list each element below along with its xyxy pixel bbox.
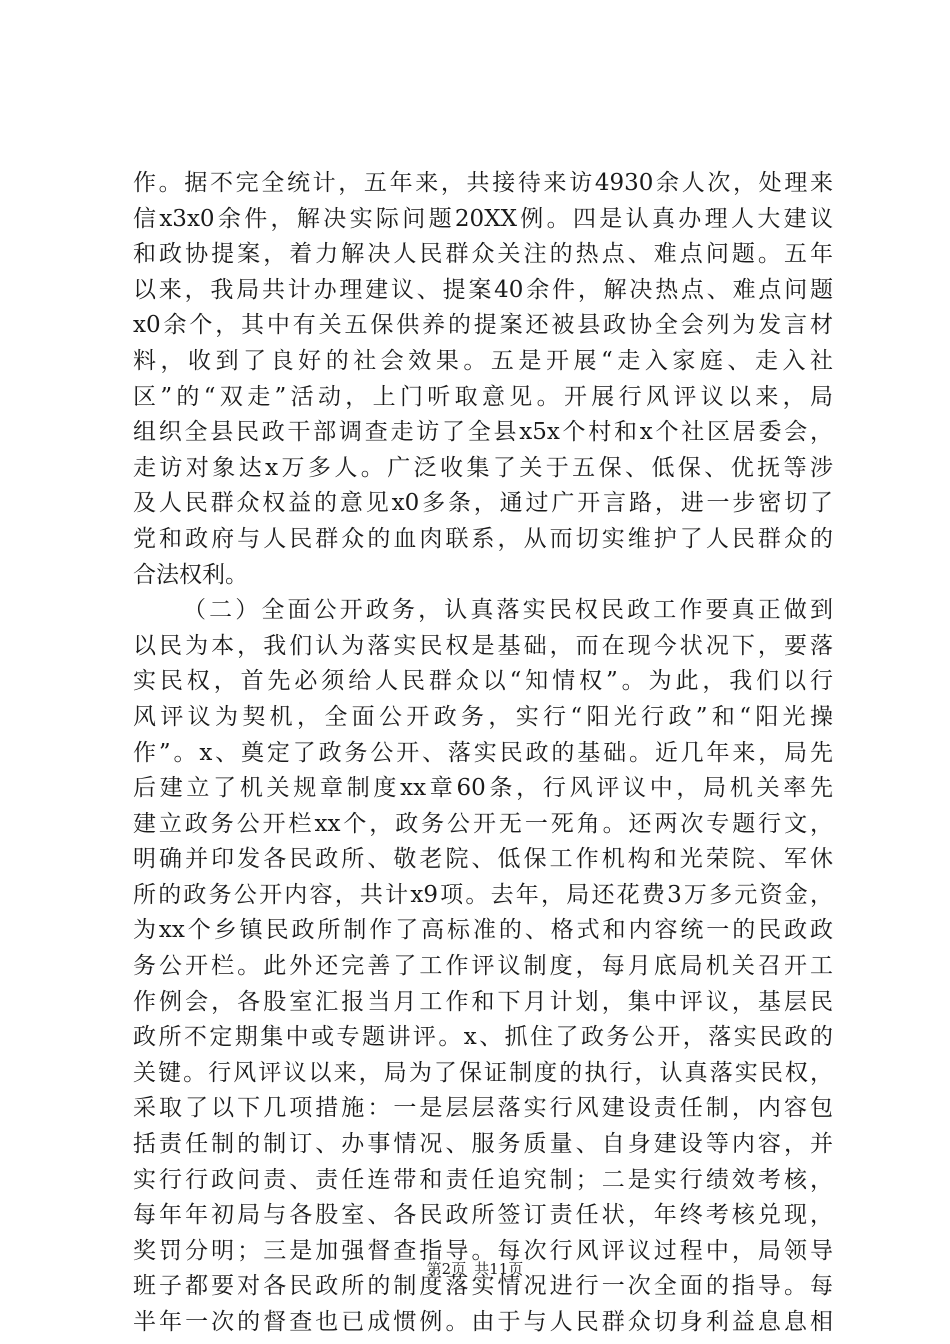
text-line: 料，收到了良好的社会效果。五是开展“走入家庭、走入社 bbox=[133, 347, 833, 374]
text-line: 实行行政问责、责任连带和责任追究制；二是实行绩效考核， bbox=[133, 1166, 833, 1193]
text-line: 括责任制的制订、办事情况、服务质量、自身建设等内容，并 bbox=[133, 1131, 833, 1158]
text-line: 建立政务公开栏xx个，政务公开无一死角。还两次专题行文， bbox=[133, 810, 833, 837]
text-line: 风评议为契机，全面公开政务，实行“阳光行政”和“阳光操 bbox=[133, 703, 833, 730]
text-line: 后建立了机关规章制度xx章60条，行风评议中，局机关率先 bbox=[133, 775, 833, 802]
text-line: 合法权利。 bbox=[133, 561, 248, 588]
text-line: 作例会，各股室汇报当月工作和下月计划，集中评议，基层民 bbox=[133, 988, 833, 1015]
text-line: 和政协提案，着力解决人民群众关注的热点、难点问题。五年 bbox=[133, 241, 833, 268]
text-line: 区”的“双走”活动，上门听取意见。开展行风评议以来，局 bbox=[133, 383, 833, 410]
text-line: 明确并印发各民政所、敬老院、低保工作机构和光荣院、军休 bbox=[133, 846, 833, 873]
text-line: 作。据不完全统计，五年来，共接待来访4930余人次，处理来 bbox=[133, 170, 833, 196]
text-line: 班子都要对各民政所的制度落实情况进行一次全面的指导。每 bbox=[133, 1273, 833, 1300]
text-line: 为xx个乡镇民政所制作了高标准的、格式和内容统一的民政政 bbox=[133, 917, 833, 944]
text-line: 采取了以下几项措施：一是层层落实行风建设责任制，内容包 bbox=[133, 1095, 833, 1122]
page-number: 第2页 bbox=[426, 1260, 467, 1278]
paragraph-2 bbox=[133, 593, 833, 1340]
text-line: 以来，我局共计办理建议、提案40余件，解决热点、难点问题 bbox=[133, 276, 833, 303]
text-line: 政所不定期集中或专题讲评。x、抓住了政务公开，落实民政的 bbox=[133, 1024, 833, 1051]
text-line: 组织全县民政干部调查走访了全县x5x个村和x个社区居委会， bbox=[133, 419, 833, 446]
text-line: 半年一次的督查也已成惯例。由于与人民群众切身利益息息相 bbox=[133, 1309, 833, 1335]
text-line: 信x3x0余件，解决实际问题20XX例。四是认真办理人大建议 bbox=[133, 205, 833, 232]
text-line: 及人民群众权益的意见x0多条，通过广开言路，进一步密切了 bbox=[133, 490, 833, 517]
text-line: （二）全面公开政务，认真落实民权民政工作要真正做到 bbox=[183, 597, 833, 624]
body-text bbox=[133, 166, 833, 1341]
text-line: x0余个，其中有关五保供养的提案还被县政协全会列为发言材 bbox=[133, 312, 833, 339]
text-line: 实民权，首先必须给人民群众以“知情权”。为此，我们以行 bbox=[133, 668, 833, 695]
text-line: 务公开栏。此外还完善了工作评议制度，每月底局机关召开工 bbox=[133, 953, 833, 980]
text-line: 每年年初局与各股室、各民政所签订责任状，年终考核兑现， bbox=[133, 1202, 833, 1229]
text-line: 走访对象达x万多人。广泛收集了关于五保、低保、优抚等涉 bbox=[133, 454, 833, 481]
text-line: 作”。x、奠定了政务公开、落实民政的基础。近几年来，局先 bbox=[133, 739, 833, 766]
text-line: 以民为本，我们认为落实民权是基础，而在现今状况下，要落 bbox=[133, 632, 833, 659]
paragraph-1 bbox=[133, 166, 833, 593]
text-line: 关键。行风评议以来，局为了保证制度的执行，认真落实民权， bbox=[133, 1059, 833, 1086]
text-line: 奖罚分明；三是加强督查指导。每次行风评议过程中，局领导 bbox=[133, 1237, 833, 1264]
page-total: 共11页 bbox=[474, 1260, 524, 1278]
text-line: 所的政务公开内容，共计x9项。去年，局还花费3万多元资金， bbox=[133, 881, 833, 908]
page-footer bbox=[0, 1258, 950, 1279]
text-line: 党和政府与人民群众的血肉联系，从而切实维护了人民群众的 bbox=[133, 525, 833, 552]
